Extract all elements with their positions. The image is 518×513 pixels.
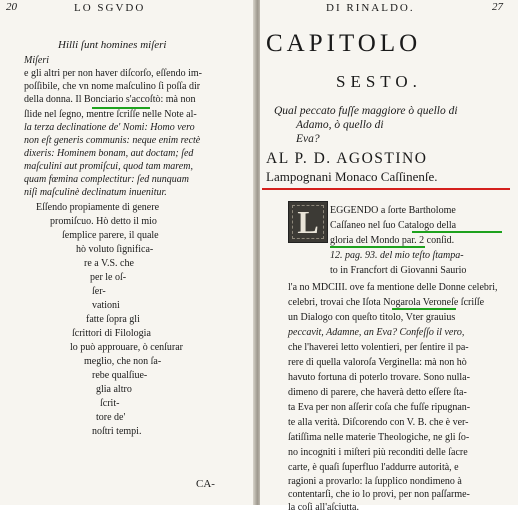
dedication-line-2: Lampognani Monaco Caſſinenſe.: [266, 169, 438, 184]
text-line: glia altro: [96, 384, 132, 395]
text-line: maſculini aut promiſcui, quod tam marem,: [24, 161, 193, 172]
text-line: celebri, trovai che Iſota Nogarola Veroneſe ſcriſſe: [288, 297, 485, 308]
dedication-line-1: AL P. D. AGOSTINO: [266, 150, 428, 167]
page-number-right: 27: [492, 1, 503, 13]
left-page: [0, 0, 256, 505]
text-line: ſer-: [92, 286, 106, 297]
highlight-underline: [412, 231, 502, 233]
text-line: ragioni a provarlo: la ſupplico nondimeno à: [288, 476, 462, 487]
text-line: te alla verità. Diſcorendo con V. B. che è ver-: [288, 417, 469, 428]
text-line: che l'haverei letto volentieri, per ſentire il pa-: [288, 342, 469, 353]
text-line: re a V.S. che: [84, 258, 134, 269]
text-line: Caſſaneo nel ſuo Catalogo della: [330, 220, 457, 231]
text-line: to in Francfort di Giovanni Saurio: [330, 265, 467, 276]
text-line: gloria del Mondo par. 2 conſid.: [330, 235, 455, 246]
text-line: quam fœmina complectitur: ſed nunquam: [24, 174, 189, 185]
running-head-left: LO SGVDO: [74, 2, 146, 14]
chapter-title: CAPITOLO: [266, 30, 422, 57]
text-line: e gli altri per non haver diſcorſo, eſſendo im-: [24, 68, 202, 79]
text-line: della donna. Il Bonciario s'accoſtò: mà non: [24, 94, 196, 105]
chapter-subtitle: SESTO.: [336, 72, 422, 91]
text-line: no incogniti i miſteri più reconditi delle ſacre: [288, 447, 468, 458]
highlight-underline: [330, 246, 425, 248]
text-line: ſcrit-: [100, 398, 120, 409]
text-line: non eſt generis communis: neque enim rectè: [24, 135, 201, 146]
text-line: vationi: [92, 300, 120, 311]
text-line: la terza declinatione de' Nomi: Homo vero: [24, 122, 195, 133]
text-line: ſcrittori di Filologia: [72, 328, 151, 339]
text-line: carte, è quaſi ſuperfluo l'addurre autorità, e: [288, 462, 459, 473]
text-line: dixeris: Hominem bonam, aut doctam; ſed: [24, 148, 194, 159]
highlight-underline-red: [262, 188, 510, 190]
text-line: ſatiſſima nelle materie Theologiche, ne gli ſo-: [288, 432, 470, 443]
highlight-underline: [392, 308, 456, 310]
text-line: peccavit, Adamne, an Eva? Confeſſo il vero,: [288, 327, 465, 338]
decorated-initial: [288, 201, 328, 243]
running-head-right: DI RINALDO.: [326, 2, 415, 14]
text-line: ſlide nel ſegno, mentre ſcriſſe nelle Note al-: [24, 109, 197, 120]
question-line: Adamo, ò quello di: [296, 119, 384, 131]
text-line: contentarſi, che io lo provi, per non paſſarme-: [288, 489, 470, 500]
text-line: un Dialogo con queſto titolo, Vter grauius: [288, 312, 456, 323]
text-line: lo può approuare, ò cenſurar: [70, 342, 184, 353]
question-line: Qual peccato fuſſe maggiore ò quello di: [274, 105, 458, 117]
text-line: meglio, che non ſa-: [84, 356, 162, 367]
text-line: noſtri tempi.: [92, 426, 142, 437]
text-line: la coſi all'aſciutta.: [288, 502, 359, 513]
text-line: Miſeri: [24, 55, 49, 66]
text-line: rebe qualſiue-: [92, 370, 148, 381]
text-line: l'a no MDCIII. ove fa mentione delle Donne celebri,: [288, 282, 498, 293]
initial-letter: L: [297, 204, 319, 240]
text-line: EGGENDO a ſorte Bartholome: [330, 205, 456, 216]
text-line: promiſcuo. Hò detto il mio: [50, 216, 157, 227]
text-line: havuto fortuna di poterlo trovare. Sono nulla-: [288, 372, 470, 383]
text-line: ta Eva per non aſſerir coſa che fuſſe ripugnan-: [288, 402, 471, 413]
text-line: ſemplice parere, il quale: [62, 230, 159, 241]
text-line: hò voluto ſignifica-: [76, 244, 154, 255]
marginal-line: Hilli ſunt homines miſeri: [58, 39, 167, 51]
text-line: dimeno di parere, che haverà detto eſſere ſta-: [288, 387, 467, 398]
text-line: fatte ſopra gli: [86, 314, 140, 325]
page-number-left: 20: [6, 1, 17, 13]
text-line: tore de': [96, 412, 126, 423]
question-line: Eva?: [296, 133, 320, 145]
text-line: Eſſendo propiamente di genere: [36, 202, 160, 213]
text-line: per le oſ-: [90, 272, 127, 283]
text-line: poſſibile, che vn nome maſculino ſi poſſa dir: [24, 81, 201, 92]
text-line: rere di quella valoroſa Verginella: mà non hò: [288, 357, 467, 368]
text-line: 12. pag. 93. del mio teſto ſtampa-: [330, 250, 464, 261]
catchword: CA-: [196, 478, 215, 490]
text-line: niſi maſculinè declinatum inuenitur.: [24, 187, 167, 198]
right-page: [260, 0, 518, 513]
